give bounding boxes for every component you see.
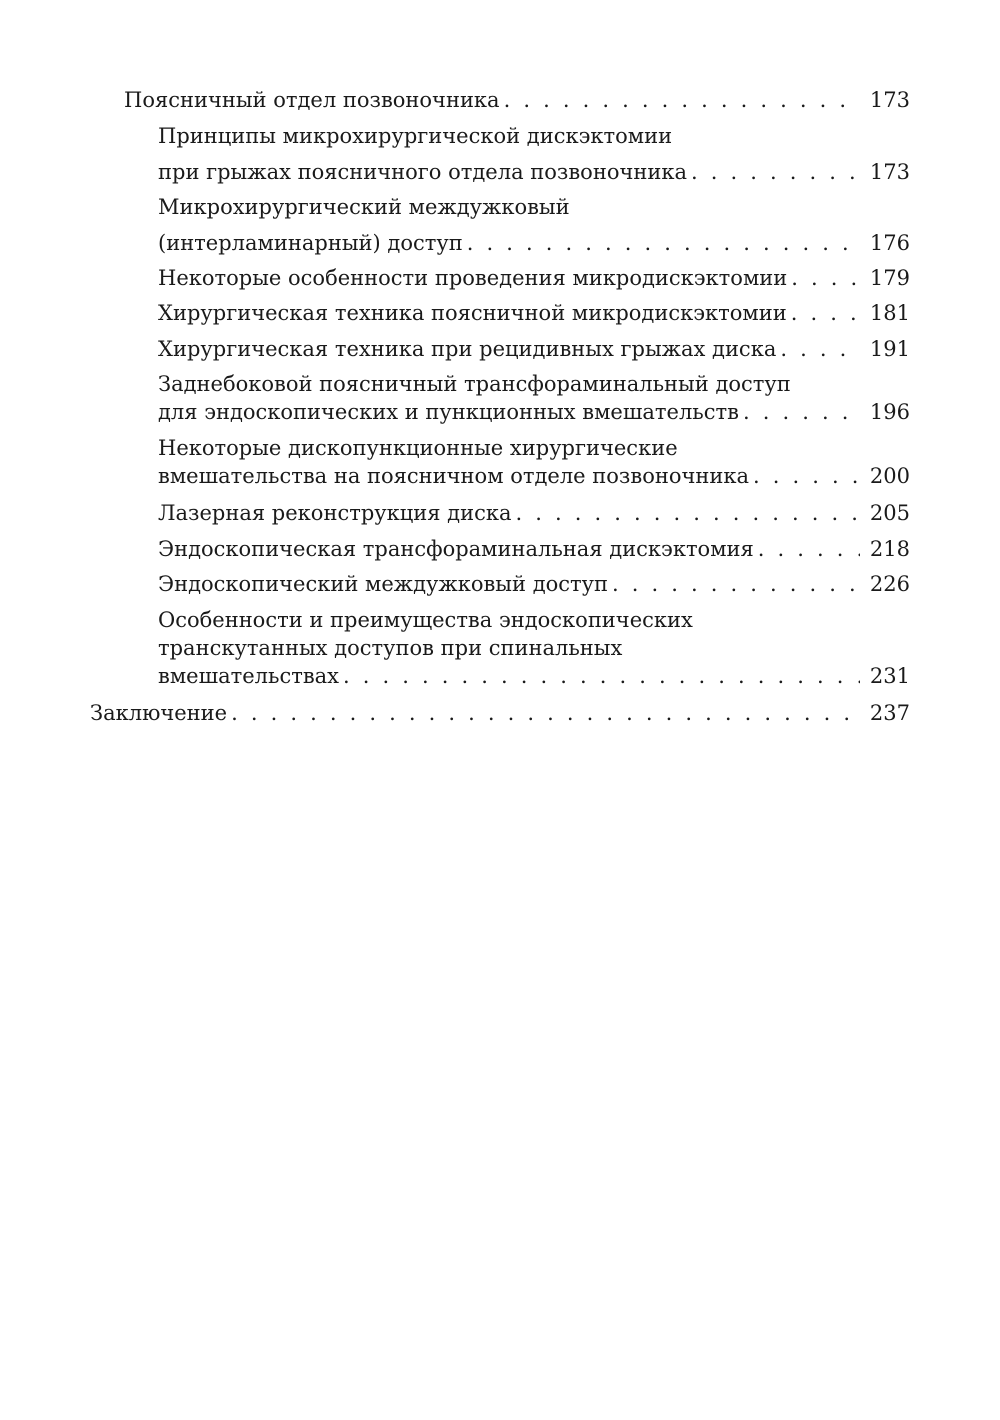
toc-dot-leader bbox=[467, 229, 860, 257]
toc-entry-line bbox=[158, 662, 910, 690]
toc-entry-line bbox=[124, 86, 910, 114]
toc-dot-leader bbox=[612, 570, 860, 598]
toc-entry[interactable] bbox=[158, 499, 910, 527]
toc-page-number: 218 bbox=[869, 537, 910, 561]
toc-entry-title: вмешательствах bbox=[158, 664, 340, 688]
toc-page-number: 191 bbox=[869, 337, 910, 361]
toc-entry-line bbox=[158, 158, 910, 186]
toc-entry-title: Некоторые особенности проведения микродискэктомии bbox=[158, 266, 788, 290]
toc-entry[interactable] bbox=[158, 193, 910, 257]
toc-page-number: 173 bbox=[869, 88, 910, 112]
toc-entry-title: (интерламинарный) доступ bbox=[158, 231, 463, 255]
toc-entry[interactable] bbox=[158, 264, 910, 292]
toc-entry-title-line: Заднебоковой поясничный трансфораминальный доступ bbox=[158, 372, 791, 396]
toc-entry[interactable] bbox=[90, 699, 910, 727]
toc-entry[interactable] bbox=[158, 370, 910, 426]
toc-entry-line bbox=[158, 229, 910, 257]
toc-page-number: 226 bbox=[869, 572, 910, 596]
toc-entry-title: Поясничный отдел позвоночника bbox=[124, 88, 500, 112]
toc-entry-title: для эндоскопических и пункционных вмешательств bbox=[158, 400, 739, 424]
toc-dot-leader bbox=[791, 264, 860, 292]
toc-entry[interactable] bbox=[158, 570, 910, 598]
toc-entry-line bbox=[158, 299, 910, 327]
toc-entry-title-line: Микрохирургический междужковый bbox=[158, 195, 570, 219]
toc-entry-title: Лазерная реконструкция диска bbox=[158, 501, 512, 525]
toc-entry-title-line: транскутанных доступов при спинальных bbox=[158, 636, 623, 660]
toc-entry-line bbox=[158, 264, 910, 292]
toc-entry-line bbox=[158, 335, 910, 363]
toc-entry-line bbox=[158, 535, 910, 563]
toc-entry-line bbox=[90, 699, 910, 727]
toc-entry-line bbox=[158, 570, 910, 598]
toc-entry-title-line: Принципы микрохирургической дискэктомии bbox=[158, 124, 673, 148]
toc-entry[interactable] bbox=[158, 299, 910, 327]
toc-dot-leader bbox=[516, 499, 860, 527]
toc-page-number: 179 bbox=[869, 266, 910, 290]
toc-dot-leader bbox=[791, 299, 860, 327]
toc-entry-line bbox=[158, 462, 910, 490]
toc-page-number: 200 bbox=[869, 464, 910, 488]
toc-entry[interactable] bbox=[158, 606, 910, 690]
toc-dot-leader bbox=[504, 86, 860, 114]
toc-page-number: 231 bbox=[869, 664, 910, 688]
toc-entry[interactable] bbox=[158, 335, 910, 363]
toc-entry-title: при грыжах поясничного отдела позвоночника bbox=[158, 160, 687, 184]
toc-dot-leader bbox=[780, 335, 860, 363]
toc-page-number: 237 bbox=[869, 701, 910, 725]
toc-dot-leader bbox=[753, 462, 860, 490]
toc-entry-title: Хирургическая техника поясничной микродискэктомии bbox=[158, 301, 787, 325]
toc-entry-title: Эндоскопическая трансфораминальная дискэктомия bbox=[158, 537, 754, 561]
toc-entry-title: Заключение bbox=[90, 701, 228, 725]
toc-entry[interactable] bbox=[124, 86, 910, 114]
toc-entry-title-line: Некоторые дископункционные хирургические bbox=[158, 436, 678, 460]
toc-page-number: 181 bbox=[869, 301, 910, 325]
toc-dot-leader bbox=[343, 662, 860, 690]
toc-dot-leader bbox=[743, 398, 860, 426]
toc-entry-title: Хирургическая техника при рецидивных грыжах диска bbox=[158, 337, 777, 361]
toc-entry[interactable] bbox=[158, 122, 910, 186]
toc-dot-leader bbox=[231, 699, 860, 727]
toc-page-number: 196 bbox=[869, 400, 910, 424]
toc-entry[interactable] bbox=[158, 535, 910, 563]
toc-entry-line bbox=[158, 398, 910, 426]
toc-entry-title: Эндоскопический междужковый доступ bbox=[158, 572, 608, 596]
toc-page-number: 173 bbox=[869, 160, 910, 184]
toc-entry-title: вмешательства на поясничном отделе позвоночника bbox=[158, 464, 749, 488]
toc-entry-title-line: Особенности и преимущества эндоскопических bbox=[158, 608, 693, 632]
toc-dot-leader bbox=[691, 158, 860, 186]
toc-entry-line bbox=[158, 499, 910, 527]
toc-page-number: 176 bbox=[869, 231, 910, 255]
toc-entry[interactable] bbox=[158, 434, 910, 490]
toc-page-number: 205 bbox=[869, 501, 910, 525]
toc-dot-leader bbox=[758, 535, 860, 563]
